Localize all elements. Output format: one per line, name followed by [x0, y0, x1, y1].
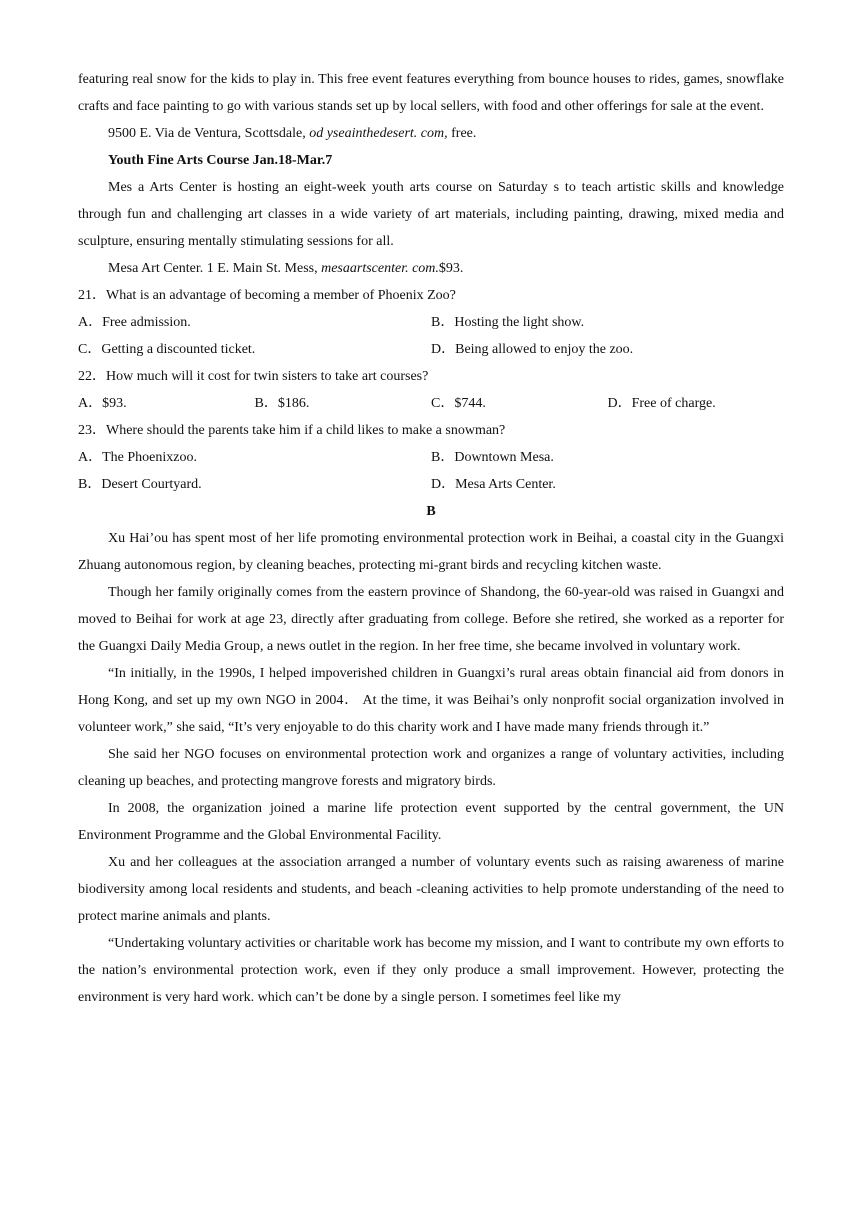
question-23-options-row2 — [78, 471, 784, 498]
intro-continuation: featuring real snow for the kids to play in. This free event features everything from bounce houses to rides, games, snowflake crafts and face painting to go with various stands set up by local sellers, with food and other offerings for sale at the event. — [78, 72, 784, 114]
question-21-options-row1 — [78, 309, 784, 336]
section-b-heading: B — [426, 504, 436, 519]
option-d: D．Being allowed to enjoy the zoo. — [431, 342, 634, 357]
option-c: C．Getting a discounted ticket. — [78, 342, 256, 357]
paragraph: Xu Hai’ou has spent most of her life promoting environmental protection work in Beihai, a coastal city in the Guangxi Zhuang autonomous region, by cleaning beaches, protecting mi-grant birds and recycling kitchen waste. — [78, 531, 784, 573]
option-b: B．Downtown Mesa. — [431, 450, 554, 465]
option-d: D．Mesa Arts Center. — [431, 477, 556, 492]
paragraph: Xu and her colleagues at the association arranged a number of voluntary events such as raising awareness of marine biodiversity among local residents and students, and beach -cleaning activities to help promote understanding of the need to protect marine animals and plants. — [78, 855, 784, 924]
question-22: 22．How much will it cost for twin sisters to take art courses? — [78, 369, 429, 384]
question-22-options — [78, 390, 784, 417]
option-d: D．Free of charge. — [607, 396, 716, 411]
event2-address: Mesa Art Center. 1 E. Main St. Mess, — [108, 261, 322, 276]
option-c: B．Desert Courtyard. — [78, 477, 202, 492]
option-b: B．$186. — [254, 396, 310, 411]
question-23: 23．Where should the parents take him if a child likes to make a snowman? — [78, 423, 506, 438]
event1-website: od yseainthedesert. com, — [309, 126, 448, 141]
event2-title: Youth Fine Arts Course Jan.18-Mar.7 — [108, 153, 333, 168]
event2-website: mesaartscenter. com. — [321, 261, 439, 276]
question-21: 21．What is an advantage of becoming a member of Phoenix Zoo? — [78, 288, 456, 303]
event1-address: 9500 E. Via de Ventura, Scottsdale, — [108, 126, 310, 141]
option-a: A．The Phoenixzoo. — [78, 450, 197, 465]
paragraph: Though her family originally comes from the eastern province of Shandong, the 60-year-old was raised in Guangxi and moved to Beihai for work at age 23, directly after graduating from college. Before she retired, she worked as a reporter for the Guangxi Daily Media Group, a news outlet in the region. In her free time, she became involved in voluntary work. — [78, 585, 784, 654]
paragraph: “Undertaking voluntary activities or charitable work has become my mission, and I want to contribute my own efforts to the nation’s environmental protection work, even if they only produce a small improvement. However, protecting the environment is very hard work. which can’t be done by a single person. I sometimes feel like my — [78, 936, 784, 1005]
event2-info — [78, 255, 784, 282]
option-c: C．$744. — [431, 396, 486, 411]
option-b: B．Hosting the light show. — [431, 315, 585, 330]
event2-body: Mes a Arts Center is hosting an eight-week youth arts course on Saturday s to teach artistic skills and knowledge through fun and challenging art classes in a wide variety of art materials, including painting, drawing, mixed media and sculpture, ensuring mentally stimulating sessions for all. — [78, 180, 784, 249]
paragraph: “In initially, in the 1990s, I helped impoverished children in Guangxi’s rural areas obtain financial aid from donors in Hong Kong, and set up my own NGO in 2004． At the time, it was Beihai’s only nonprofit social organization involved in volunteer work,” she said, “It’s very enjoyable to do this charity work and I have made many friends through it.” — [78, 666, 784, 735]
paragraph: In 2008, the organization joined a marine life protection event supported by the central government, the UN Environment Programme and the Global Environmental Facility. — [78, 801, 784, 843]
paragraph: She said her NGO focuses on environmental protection work and organizes a range of voluntary activities, including cleaning up beaches, and protecting mangrove forests and migratory birds. — [78, 747, 784, 789]
document-page — [78, 66, 784, 1011]
option-a: A．Free admission. — [78, 315, 191, 330]
event2-price: $93. — [438, 261, 464, 276]
question-23-options-row1 — [78, 444, 784, 471]
event1-price: free. — [447, 126, 477, 141]
question-21-options-row2 — [78, 336, 784, 363]
option-a: A．$93. — [78, 396, 127, 411]
event1-info — [78, 120, 784, 147]
